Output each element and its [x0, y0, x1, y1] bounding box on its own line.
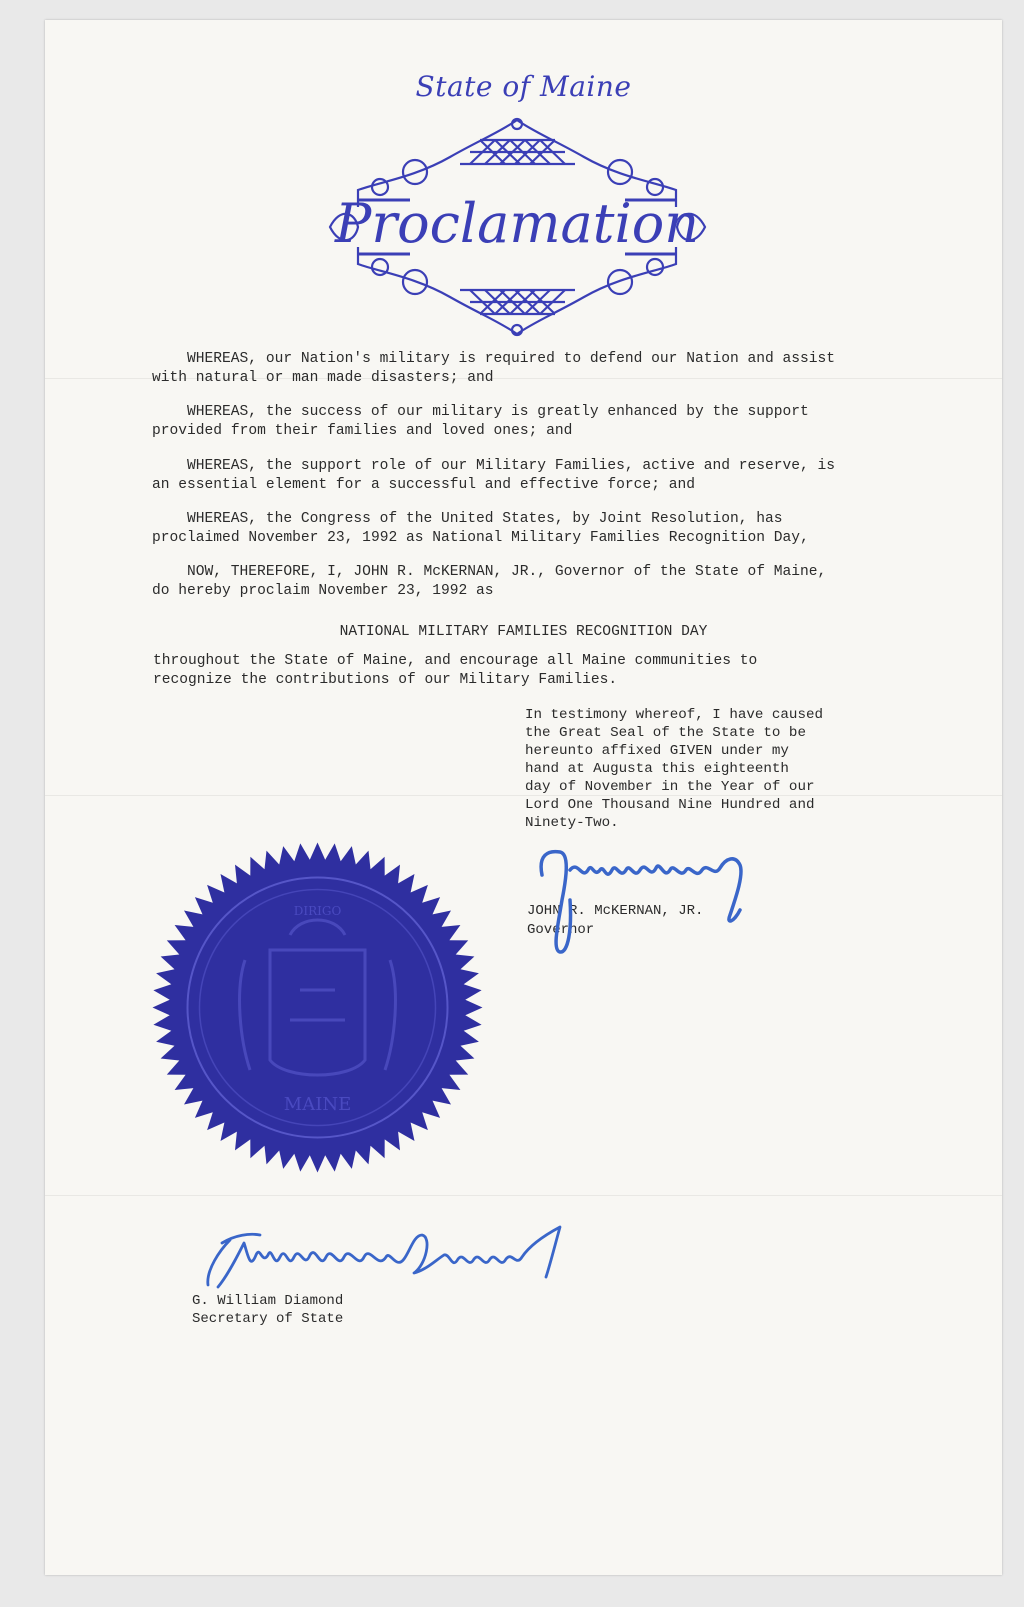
governor-title: Governor	[527, 922, 595, 938]
paragraph-line: proclaimed November 23, 1992 as National Military Families Recognition Day,	[152, 530, 809, 546]
paragraph-line: an essential element for a successful and effective force; and	[152, 477, 695, 493]
testimony-line: hereunto affixed GIVEN under my	[525, 743, 789, 759]
proclamation-ornament	[320, 112, 715, 342]
seal-motto: DIRIGO	[293, 904, 342, 918]
proclaim-paragraph	[152, 563, 826, 601]
recognition-day-title: NATIONAL MILITARY FAMILIES RECOGNITION DAY	[339, 624, 708, 640]
testimony-block	[525, 706, 823, 832]
paragraph-line: WHEREAS, the Congress of the United States, by Joint Resolution, has	[187, 511, 783, 527]
governor-signature	[530, 840, 760, 955]
secretary-signature	[200, 1215, 580, 1295]
state-heading: State of Maine	[415, 70, 632, 103]
proclamation-title: Proclamation	[334, 192, 700, 255]
seal-label: MAINE	[283, 1094, 352, 1115]
testimony-line: Ninety-Two.	[525, 815, 619, 831]
paragraph-line: with natural or man made disasters; and	[152, 370, 494, 386]
testimony-line: day of November in the Year of our	[525, 779, 815, 795]
paragraph-line: do hereby proclaim November 23, 1992 as	[152, 583, 494, 599]
paragraph-line: provided from their families and loved ones; and	[152, 423, 573, 439]
fold-line	[45, 1195, 1002, 1196]
whereas-paragraph-1	[152, 350, 835, 388]
testimony-line: Lord One Thousand Nine Hundred and	[525, 797, 815, 813]
paragraph-line: recognize the contributions of our Military Families.	[153, 672, 618, 688]
seal-starburst	[153, 843, 483, 1173]
state-seal	[150, 840, 485, 1175]
paragraph-line: WHEREAS, the success of our military is greatly enhanced by the support	[187, 404, 809, 420]
whereas-paragraph-2	[152, 403, 809, 441]
secretary-title: Secretary of State	[192, 1311, 344, 1327]
testimony-line: the Great Seal of the State to be	[525, 725, 806, 741]
whereas-paragraph-4	[152, 510, 809, 548]
secretary-name: G. William Diamond	[192, 1293, 344, 1309]
paragraph-line: NOW, THEREFORE, I, JOHN R. McKERNAN, JR., Governor of the State of Maine,	[187, 564, 827, 580]
governor-name: JOHN R. McKERNAN, JR.	[527, 903, 704, 919]
closing-paragraph	[153, 652, 757, 690]
whereas-paragraph-3	[152, 457, 835, 495]
paragraph-line: throughout the State of Maine, and encourage all Maine communities to	[153, 653, 758, 669]
fold-line	[45, 795, 1002, 796]
paragraph-line: WHEREAS, the support role of our Military Families, active and reserve, is	[187, 458, 836, 474]
paragraph-line: WHEREAS, our Nation's military is required to defend our Nation and assist	[187, 351, 836, 367]
testimony-line: hand at Augusta this eighteenth	[525, 761, 789, 777]
testimony-line: In testimony whereof, I have caused	[525, 707, 823, 723]
